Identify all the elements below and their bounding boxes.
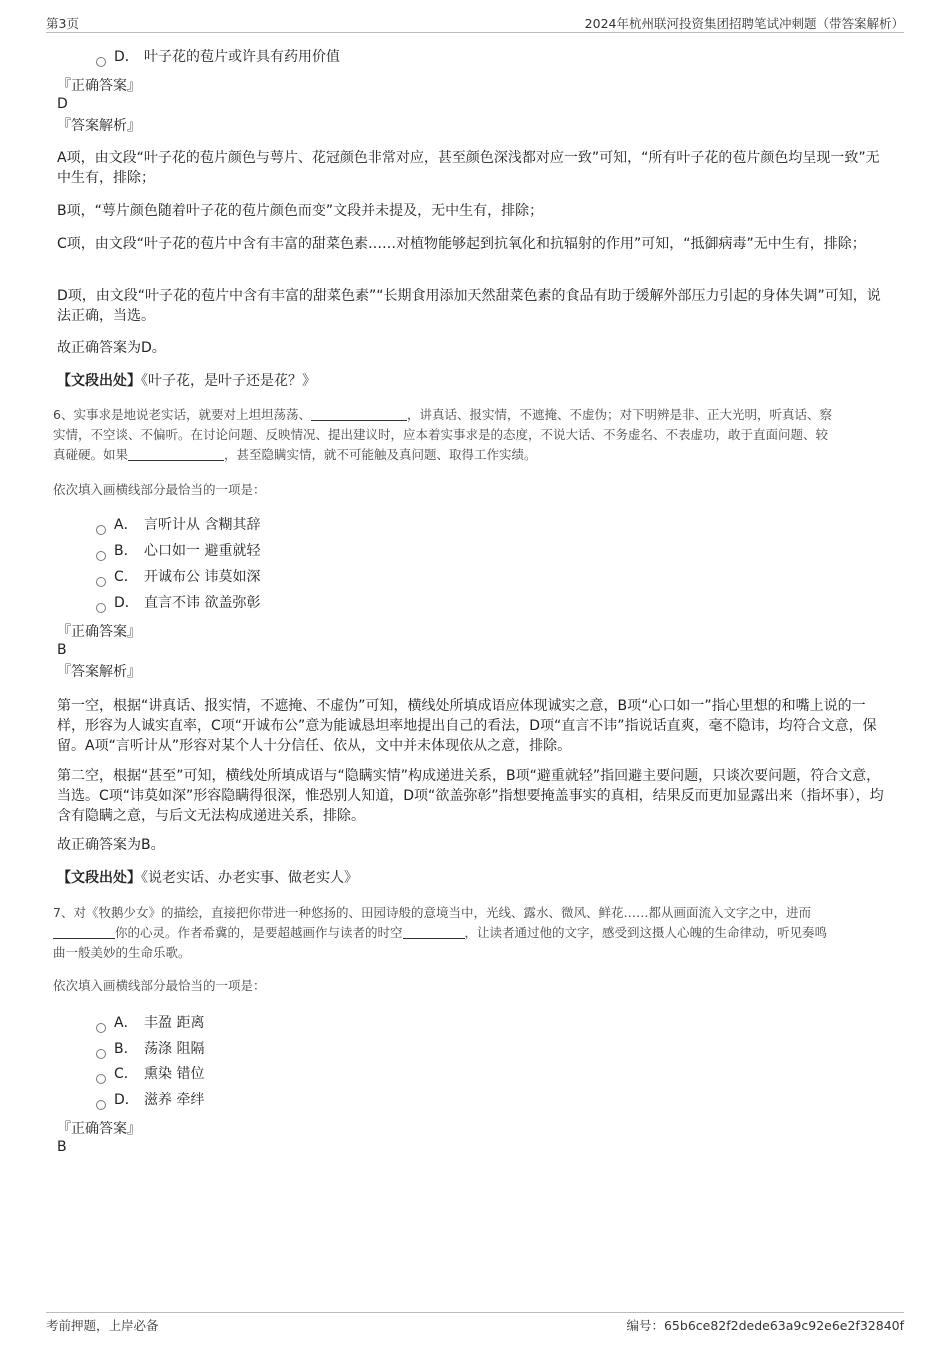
q6-stem: 6、实事求是地说老实话，就要对上坦坦荡荡、 ，讲真话、报实情，不遮掩、不虚伪；对下明辨是非、正大光明，听真话、察 实情，不空谈、不偏听。在讨论问题、反映情况、提出建议时，应本着实事求是的态度，不说大话、不务虚名、不表虚功，敢于直面问题、较 真碰硬。如果 ，甚至隐瞒实情，就不可能触及真问题、取得工作实绩。 [53,407,832,462]
radio-icon[interactable] [96,57,106,67]
document-id: 编号：65b6ce82f2dede63a9c92e6e2f32840f [626,1318,904,1333]
q5-analysis-c: C项，由文段“叶子花的苞片中含有丰富的甜菜色素……对植物能够起到抗氧化和抗辐射的作用”可知，“抵御病毒”无中生有，排除； [57,236,866,252]
q7-option-c[interactable]: C． 熏染 错位 [96,1064,204,1084]
q6-analysis-1: 第一空，根据“讲真话、报实情，不遮掩、不虚伪”可知，横线处所填成语应体现诚实之意，B项“心口如一”指心里想的和嘴上说的一样，形容为人诚实直率，C项“开诚布公”意为能诚恳坦率地提出自己的看法，D项“直言不讳”指说话直爽，毫不隐讳，均符合文意，保留。A项“言听计从”形容对某个人十分信任、依从，文中并未体现依从之意，排除。 [57,698,877,754]
q5-option-d[interactable]: D． 叶子花的苞片或许具有药用价值 [96,47,340,67]
q6-analysis-label: 『答案解析』 [57,664,141,680]
q6-instruction: 依次填入画横线部分最恰当的一项是： [53,482,266,497]
radio-icon[interactable] [96,577,106,587]
q6-blank-1 [311,406,407,421]
q7-stem: 7、对《牧鹅少女》的描绘，直接把你带进一种悠扬的、田园诗般的意境当中，光线、露水、微风、鲜花……都从画面流入文字之中，进而 你的心灵。作者希冀的，是要超越画作与读者的时空 ，让读者通过他的文字，感受到这摄人心魄的生命律动，听见奏鸣 曲一般美妙的生命乐歌。 [53,905,828,960]
q7-option-a[interactable]: A． 丰盈 距离 [96,1013,204,1033]
q7-option-d[interactable]: D． 滋养 牵绊 [96,1090,204,1110]
q6-answer-label: 『正确答案』 [57,624,141,640]
q5-source: 【文段出处】《叶子花，是叶子还是花？》 [57,373,316,389]
radio-icon[interactable] [96,1100,106,1110]
q6-answer: B [57,642,67,658]
q5-analysis-b: B项，“萼片颜色随着叶子花的苞片颜色而变”文段并未提及，无中生有，排除； [57,203,544,219]
page-number: 第3页 [46,16,79,31]
q7-blank-2 [403,924,465,939]
q7-blank-1 [53,924,115,939]
q5-analysis-d: D项，由文段“叶子花的苞片中含有丰富的甜菜色素”“长期食用添加天然甜菜色素的食品有助于缓解外部压力引起的身体失调”可知，说法正确，当选。 [57,288,881,324]
page-footer [46,1312,904,1335]
radio-icon[interactable] [96,1049,106,1059]
q7-answer-label: 『正确答案』 [57,1121,141,1137]
q5-conclusion: 故正确答案为D。 [57,340,166,356]
q6-option-c[interactable]: C． 开诚布公 讳莫如深 [96,567,260,587]
q7-answer: B [57,1139,67,1155]
page-header [46,14,904,33]
q6-option-b[interactable]: B． 心口如一 避重就轻 [96,541,260,561]
radio-icon[interactable] [96,1023,106,1033]
q6-blank-2 [128,446,224,461]
document-title: 2024年杭州联河投资集团招聘笔试冲刺题（带答案解析） [584,16,904,31]
q6-conclusion: 故正确答案为B。 [57,837,165,853]
q5-answer-label: 『正确答案』 [57,78,141,94]
q6-option-a[interactable]: A． 言听计从 含糊其辞 [96,515,260,535]
q7-instruction: 依次填入画横线部分最恰当的一项是： [53,978,266,993]
radio-icon[interactable] [96,525,106,535]
footer-slogan: 考前押题，上岸必备 [46,1318,159,1333]
q7-option-b[interactable]: B． 荡涤 阻隔 [96,1039,204,1059]
q6-analysis-2: 第二空，根据“甚至”可知，横线处所填成语与“隐瞒实情”构成递进关系，B项“避重就轻”指回避主要问题，只谈次要问题，符合文意，当选。C项“讳莫如深”形容隐瞒得很深，惟恐别人知道，D项“欲盖弥彰”指想要掩盖事实的真相，结果反而更加显露出来（指坏事），均含有隐瞒之意，与后文无法构成递进关系，排除。 [57,768,884,824]
radio-icon[interactable] [96,551,106,561]
radio-icon[interactable] [96,603,106,613]
q6-option-d[interactable]: D． 直言不讳 欲盖弥彰 [96,593,260,613]
radio-icon[interactable] [96,1074,106,1084]
q6-source: 【文段出处】《说老实话、办老实事、做老实人》 [57,870,358,886]
q5-analysis-a: A项，由文段“叶子花的苞片颜色与萼片、花冠颜色非常对应，甚至颜色深浅都对应一致”可知，“所有叶子花的苞片颜色均呈现一致”无中生有，排除； [57,150,880,186]
q5-analysis-label: 『答案解析』 [57,118,141,134]
q5-answer: D [57,96,68,112]
